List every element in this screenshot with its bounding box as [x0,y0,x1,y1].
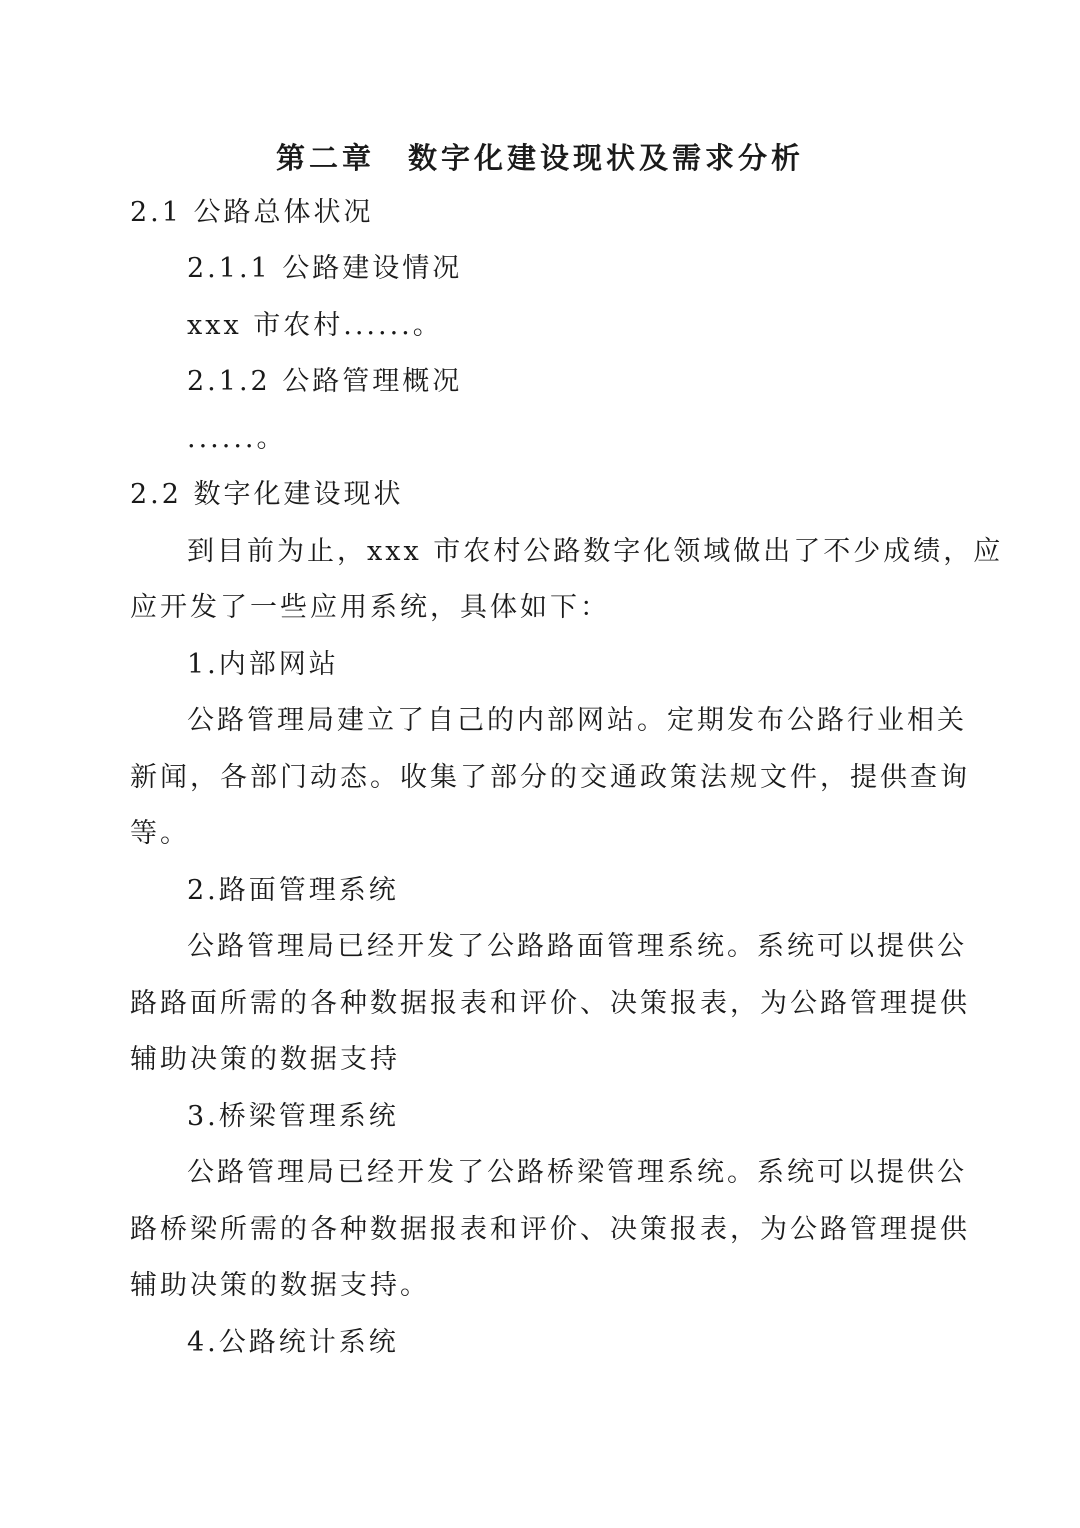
item-heading: 2.路面管理系统 [187,875,399,906]
paragraph: ......。 [187,423,287,454]
paragraph-line: 路桥梁所需的各种数据报表和评价、决策报表，为公路管理提供 [130,1214,970,1245]
paragraph-line: 路路面所需的各种数据报表和评价、决策报表，为公路管理提供 [130,988,970,1019]
paragraph-line: 辅助决策的数据支持 [130,1044,400,1075]
paragraph-line: 公路管理局已经开发了公路路面管理系统。系统可以提供公 [187,931,967,962]
chapter-title: 第二章 数字化建设现状及需求分析 [275,141,804,175]
section-heading: 2.1 公路总体状况 [130,197,374,228]
paragraph-line: 辅助决策的数据支持。 [130,1270,430,1301]
paragraph-line: 公路管理局已经开发了公路桥梁管理系统。系统可以提供公 [187,1157,967,1188]
paragraph-line: 新闻，各部门动态。收集了部分的交通政策法规文件，提供查询 [130,762,970,793]
paragraph-line: 到目前为止，xxx 市农村公路数字化领域做出了不少成绩，应 [187,536,1004,567]
item-heading: 1.内部网站 [187,649,339,680]
subsection-heading: 2.1.1 公路建设情况 [187,253,463,284]
item-heading: 3.桥梁管理系统 [187,1101,399,1132]
item-heading: 4.公路统计系统 [187,1327,399,1358]
paragraph: xxx 市农村......。 [187,310,443,341]
paragraph-line: 等。 [130,818,190,849]
paragraph-line: 应开发了一些应用系统，具体如下： [130,592,610,623]
paragraph-line: 公路管理局建立了自己的内部网站。定期发布公路行业相关 [187,705,967,736]
subsection-heading: 2.1.2 公路管理概况 [187,366,463,397]
section-heading: 2.2 数字化建设现状 [130,479,404,510]
